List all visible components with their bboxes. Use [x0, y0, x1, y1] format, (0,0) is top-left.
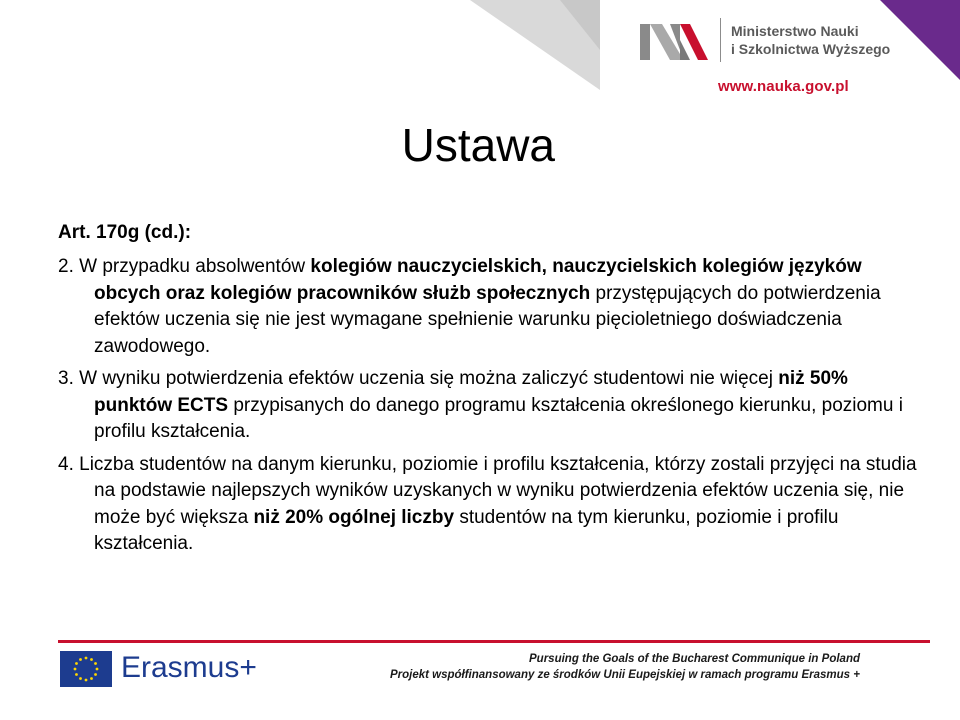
eu-star	[94, 673, 97, 676]
footer-line2: Projekt współfinansowany ze środków Unii Eupejskiej w ramach programu Erasmus +	[389, 669, 860, 681]
paragraph-emphasis: kolegiów nauczycielskich, nauczycielskich kolegiów języków obcych oraz kolegiów pracowników służb społecznych	[94, 256, 862, 304]
footer-line1: Pursuing the Goals of the Bucharest Communique in Poland	[529, 653, 860, 665]
eu-star	[74, 668, 77, 671]
paragraph-list	[58, 254, 918, 558]
eu-star	[85, 679, 88, 682]
ministry-name-line2: i Szkolnictwa Wyższego	[731, 41, 891, 57]
paragraph-2	[58, 254, 918, 360]
slide-content	[58, 222, 918, 564]
eu-flag-icon	[60, 651, 112, 687]
paragraph-number: 3.	[58, 368, 80, 389]
slide-title: Ustawa	[401, 119, 555, 171]
decorative-corner-left	[0, 0, 600, 90]
paragraph-number: 4.	[58, 453, 80, 475]
paragraph-text: W wyniku potwierdzenia efektów uczenia się można zaliczyć studentowi nie więcej	[79, 368, 779, 389]
eu-star	[85, 657, 88, 660]
eu-star	[79, 677, 82, 680]
eu-star	[94, 662, 97, 665]
eu-star	[90, 677, 93, 680]
erasmus-logo-text: Erasmus+	[121, 651, 257, 684]
footer-divider	[58, 640, 930, 643]
paragraph-text: W przypadku absolwentów	[79, 256, 311, 277]
paragraph-emphasis: niż 20% ogólnej liczby	[253, 506, 455, 528]
ministry-logo-icon	[640, 20, 708, 60]
eu-star	[75, 673, 78, 676]
footer-text	[390, 651, 860, 683]
ministry-logo	[640, 18, 890, 62]
logo-divider	[720, 18, 721, 62]
eu-star	[79, 658, 82, 661]
eu-star	[75, 662, 78, 665]
eu-star	[96, 668, 99, 671]
paragraph-text: przypisanych do danego programu kształcenia określonego kierunku, poziomu i profilu kształcenia.	[94, 394, 903, 442]
paragraph-emphasis: niż 50% punktów ECTS	[94, 368, 848, 416]
decorative-corner-right	[880, 0, 960, 80]
paragraph-3	[58, 366, 918, 446]
ministry-url[interactable]: www.nauka.gov.pl	[718, 78, 849, 95]
paragraph-text: przystępujących do potwierdzenia efektów uczenia się nie jest wymagane spełnienie warunku pięcioletniego doświadczenia zawodowego.	[94, 282, 881, 357]
paragraph-number: 2.	[58, 256, 80, 277]
paragraph-text: studentów na tym kierunku, poziomie i profilu kształcenia.	[94, 506, 839, 554]
article-heading: Art. 170g (cd.):	[58, 222, 192, 243]
paragraph-text: Liczba studentów na danym kierunku, poziomie i profilu kształcenia, którzy zostali przyjęci na studia na podstawie najlepszych wyników uzyskanych w wyniku potwierdzenia efektów uczenia się, nie może być większa	[79, 453, 917, 528]
ministry-name	[731, 22, 890, 58]
paragraph-4	[58, 452, 918, 558]
eu-star	[90, 658, 93, 661]
ministry-name-line1: Ministerstwo Nauki	[731, 23, 859, 39]
